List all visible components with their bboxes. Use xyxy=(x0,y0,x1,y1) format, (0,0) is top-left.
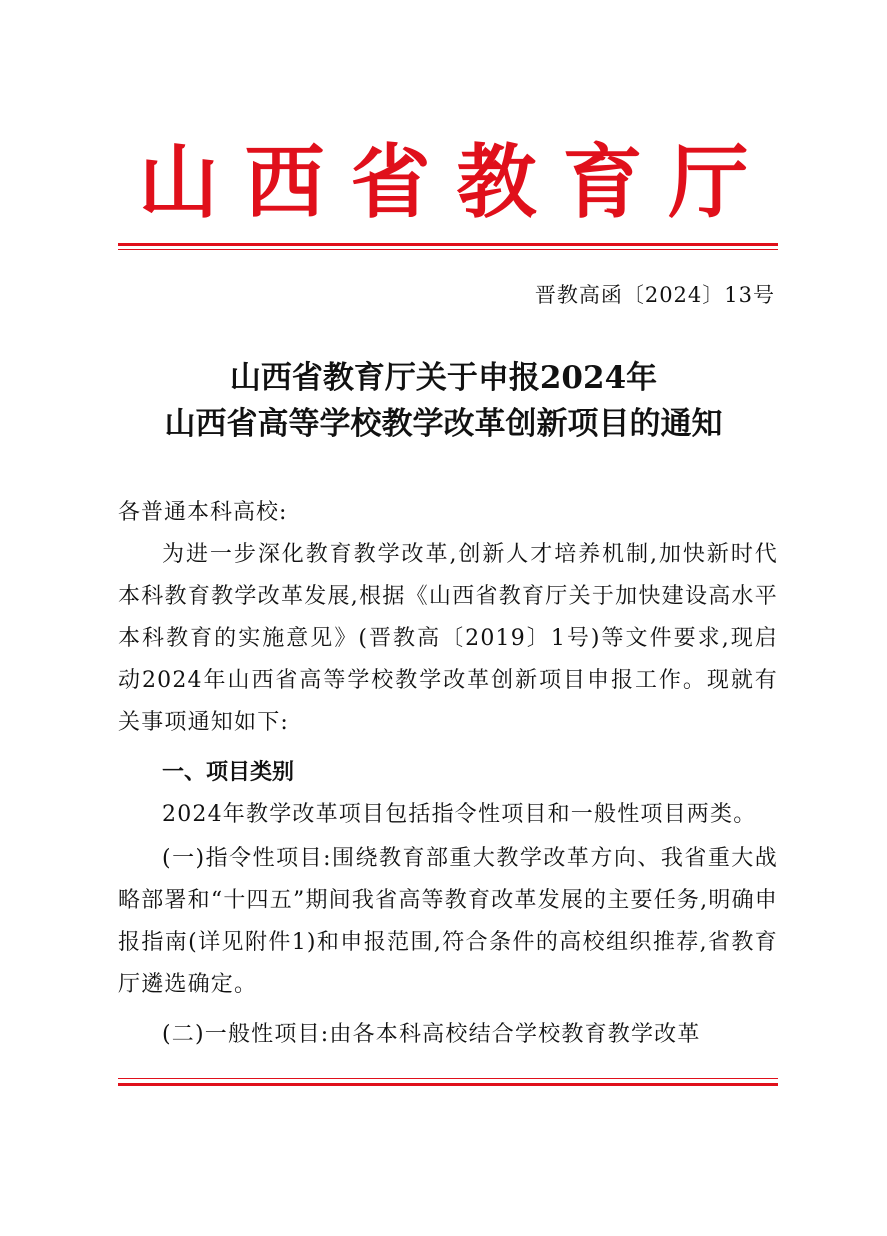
salutation: 各普通本科高校: xyxy=(118,500,288,525)
header-rule-thin xyxy=(118,249,778,250)
footer-rule-thin xyxy=(118,1078,778,1079)
item-mandatory-projects: (一)指令性项目:围绕教育部重大教学改革方向、我省重大战略部署和“十四五”期间我省高等教育改革发展的主要任务,明确申报指南(详见附件1)和申报范围,符合条件的高校组织推荐,省教育厅遴选确定。 xyxy=(118,846,778,997)
footer-rule-thick xyxy=(118,1083,778,1086)
intro-paragraph: 为进一步深化教育教学改革,创新人才培养机制,加快新时代本科教育教学改革发展,根据《山西省教育厅关于加快建设高水平本科教育的实施意见》(晋教高〔2019〕1号)等文件要求,现启动2024年山西省高等学校教学改革创新项目申报工作。现就有关事项通知如下: xyxy=(118,542,778,735)
notice-title-line-2: 山西省高等学校教学改革创新项目的通知 xyxy=(164,406,723,442)
issuer-masthead: 山西省教育厅 xyxy=(138,135,775,229)
section-heading-project-categories: 一、项目类别 xyxy=(162,760,295,785)
item-general-projects: (二)一般性项目:由各本科高校结合学校教育教学改革 xyxy=(162,1022,701,1047)
header-rule-thick xyxy=(118,243,778,246)
document-number: 晋教高函〔2024〕13号 xyxy=(534,283,775,307)
notice-title-line-1: 山西省教育厅关于申报2024年 xyxy=(229,360,658,396)
section1-intro-paragraph: 2024年教学改革项目包括指令性项目和一般性项目两类。 xyxy=(162,802,757,827)
